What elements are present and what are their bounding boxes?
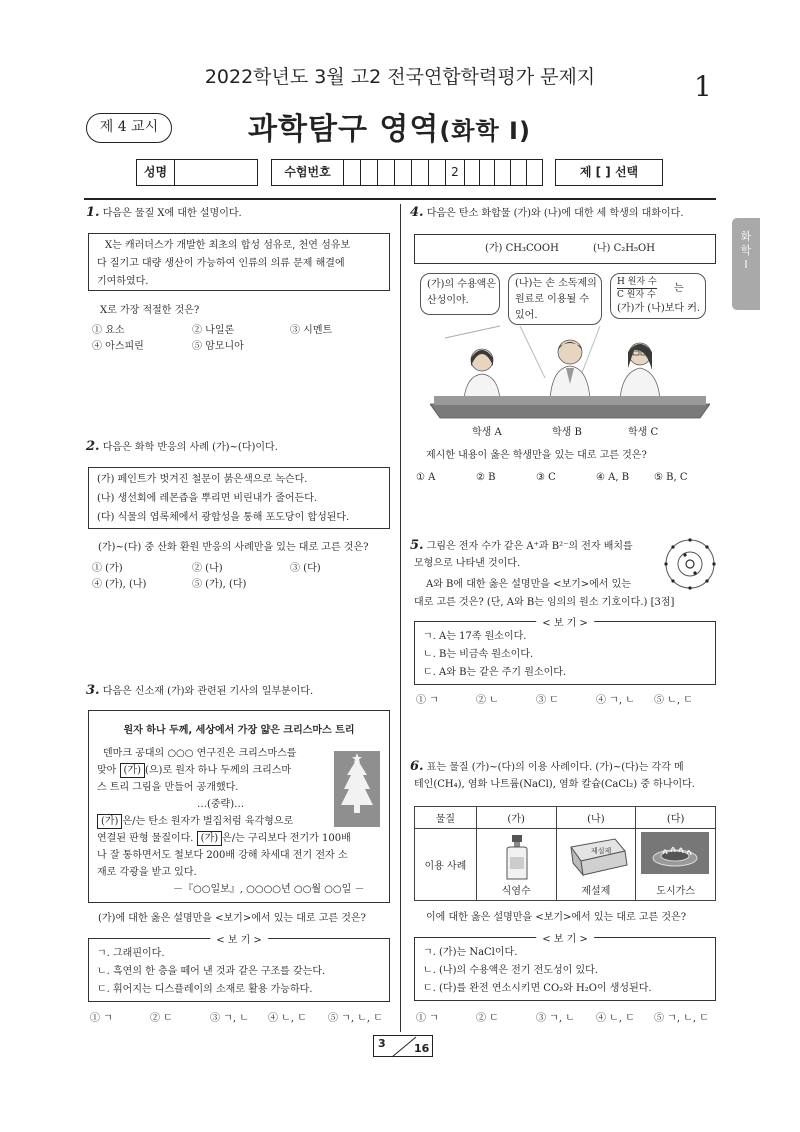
q3-option-4[interactable]: ④ ㄴ, ㄷ [268, 1013, 307, 1024]
q1-stem-text: 다음은 물질 X에 대한 설명이다. [102, 208, 242, 219]
student-a-figure [464, 349, 500, 400]
bag-label: 제설제 [590, 847, 611, 855]
q6-header-cell: (나) [556, 807, 636, 829]
q3-ga-box: (가) [120, 763, 145, 778]
q5-option-3[interactable]: ③ ㄷ [536, 695, 559, 706]
q3-article-line: 재로 각광을 받고 있다. [97, 867, 197, 878]
q2-cases-box [88, 467, 390, 529]
q6-bogi-item: ㄴ. (나)의 수용액은 전기 전도성이 있다. [423, 965, 598, 976]
q4-bubble-line: (가)가 (나)보다 커. [617, 303, 701, 314]
q4-fraction [617, 276, 657, 301]
q2-question: (가)~(다) 중 산화 환원 반응의 사례만을 있는 대로 고른 것은? [98, 542, 369, 553]
q2-case: (가) 페인트가 벗겨진 철문이 붉은색으로 녹슨다. [97, 474, 308, 485]
q4-bubble-line: 원료로 이용될 수 [515, 294, 589, 305]
deicer-bag-icon [565, 833, 629, 879]
q6-bogi-box [414, 934, 716, 1001]
q4-bubble-line: (가)의 수용액은 [427, 279, 496, 290]
q4-fraction-den: C 원자 수 [617, 290, 656, 300]
q4-fraction-num: H 원자 수 [617, 277, 657, 287]
q4-bubble-line: 있어. [515, 310, 538, 321]
q6-option-5[interactable]: ⑤ ㄱ, ㄴ, ㄷ [654, 1013, 709, 1024]
q4-question: 제시한 내용이 옳은 학생만을 있는 대로 고른 것은? [426, 450, 647, 461]
q1-option-2[interactable]: ② 나일론 [192, 325, 235, 336]
saline-bottle-icon [497, 833, 537, 883]
q3-article-title: 원자 하나 두께, 세상에서 가장 얇은 크리스마스 트리 [123, 725, 355, 736]
q6-option-1[interactable]: ① ㄱ [416, 1013, 439, 1024]
exam-number-cell [511, 160, 527, 185]
q4-compound-a: (가) CH₃COOH [485, 243, 559, 254]
q3-article-line-2 [97, 762, 291, 780]
exam-number-cell [361, 160, 378, 185]
q2-case: (다) 식물의 엽록체에서 광합성을 통해 포도당이 합성된다. [97, 512, 350, 523]
q3-article-text: 은/는 구리보다 전기가 100배 [222, 833, 351, 844]
q6-caption: 도시가스 [656, 886, 695, 897]
q2-option-5[interactable]: ⑤ (가), (다) [192, 579, 247, 590]
q3-option-3[interactable]: ③ ㄱ, ㄴ [210, 1013, 249, 1024]
subject-side-tab [732, 218, 760, 310]
q5-stem-1 [410, 537, 633, 556]
q1-box-line: 다 질기고 대량 생산이 가능하여 인류의 의류 문제 해결에 [97, 258, 345, 269]
q3-bogi-item: ㄱ. 그래핀이다. [97, 948, 165, 959]
q5-option-4[interactable]: ④ ㄱ, ㄴ [596, 695, 635, 706]
q5-number: 5. [410, 538, 424, 553]
q2-option-2[interactable]: ② (나) [192, 563, 223, 574]
page-total: 16 [414, 1042, 430, 1055]
q3-article-line: 스 트리 그림을 만들어 공개했다. [97, 782, 239, 793]
q6-stem-text: 표는 물질 (가)~(다)의 이용 사례이다. (가)~(다)는 각각 메 [426, 762, 684, 773]
side-tab-char: 학 [740, 244, 752, 257]
q3-bogi-box [88, 935, 390, 1002]
gas-burner-icon [641, 832, 709, 874]
q3-number: 3. [86, 683, 100, 698]
q6-bogi-title: < 보 기 > [536, 930, 594, 945]
column-divider [400, 204, 401, 1032]
q1-number: 1. [86, 205, 100, 220]
q6-image-cell-ga [476, 829, 556, 901]
q1-option-1[interactable]: ① 요소 [92, 325, 125, 336]
exam-number-cell [344, 160, 361, 185]
exam-number-cell [412, 160, 429, 185]
q4-compound-b: (나) C₂H₅OH [593, 243, 655, 254]
q6-number: 6. [410, 759, 424, 774]
q3-article-text: 은/는 탄소 원자가 벌집처럼 육각형으로 [122, 816, 294, 827]
q6-bogi-item: ㄱ. (가)는 NaCl이다. [423, 947, 518, 958]
q4-option-4[interactable]: ④ A, B [596, 472, 630, 483]
q1-info-box [88, 233, 390, 291]
christmas-tree-icon [334, 751, 380, 827]
q2-stem-text: 다음은 화학 반응의 사례 (가)~(다)이다. [102, 442, 278, 453]
page-number: 1 [694, 70, 712, 103]
q3-article-line-6 [97, 813, 293, 831]
subject-sub: (화학 Ⅰ) [439, 117, 531, 145]
q5-option-1[interactable]: ① ㄱ [416, 695, 439, 706]
selection-box: 제 [ ] 선택 [555, 159, 663, 186]
q2-stem [86, 438, 278, 457]
q6-image-cell-na [556, 829, 636, 901]
q1-option-3[interactable]: ③ 시멘트 [290, 325, 333, 336]
q6-stem-2: 테인(CH₄), 염화 나트륨(NaCl), 염화 칼슘(CaCl₂) 중 하나이다. [414, 779, 695, 790]
q1-option-5[interactable]: ⑤ 암모니아 [192, 341, 244, 352]
christmas-tree-image [334, 751, 380, 827]
q3-option-2[interactable]: ② ㄷ [150, 1013, 173, 1024]
q4-option-1[interactable]: ① A [416, 472, 436, 483]
q1-option-4[interactable]: ④ 아스피린 [92, 341, 144, 352]
q3-ga-box: (가) [97, 814, 122, 829]
q6-row-label: 이용 사례 [415, 829, 477, 901]
q5-stem-text: 그림은 전자 수가 같은 A⁺과 B²⁻의 전자 배치를 [426, 541, 633, 552]
q2-option-3[interactable]: ③ (다) [290, 563, 321, 574]
student-b-figure [550, 340, 590, 400]
q3-ga-box: (가) [197, 831, 222, 846]
q3-article-line: …(중략)… [197, 799, 245, 810]
q1-box-line: X는 캐러더스가 개발한 최초의 합성 섬유로, 천연 섬유보 [105, 240, 351, 251]
q3-article-line: 나 잘 통하면서도 철보다 200배 강해 차세대 전기 전자 소 [97, 850, 348, 861]
exam-number-cell [480, 160, 495, 185]
name-box [136, 159, 258, 186]
q3-bogi-item: ㄷ. 휘어지는 디스플레이의 소재로 활용 가능하다. [97, 984, 313, 995]
q3-stem-text: 다음은 신소재 (가)와 관련된 기사의 일부분이다. [102, 686, 314, 697]
q4-student-label: 학생 C [628, 427, 659, 438]
q3-option-1[interactable]: ① ㄱ [90, 1013, 113, 1024]
q3-bogi-title: < 보 기 > [210, 931, 268, 946]
q6-option-2[interactable]: ② ㄷ [476, 1013, 499, 1024]
q3-article-line-7 [97, 830, 351, 848]
q6-question: 이에 대한 옳은 설명만을 <보기>에서 있는 대로 고른 것은? [426, 912, 687, 923]
page-current: 3 [378, 1037, 386, 1050]
q6-header-cell: (가) [476, 807, 556, 829]
q5-option-5[interactable]: ⑤ ㄴ, ㄷ [654, 695, 693, 706]
q4-stem [410, 204, 684, 223]
q5-stem-4: 대로 고른 것은? (단, A와 B는 임의의 원소 기호이다.) [3점] [414, 597, 675, 608]
exam-number-cell [395, 160, 412, 185]
q3-article-line: 덴마크 공대의 ○○○ 연구진은 크리스마스를 [103, 748, 297, 759]
q6-bogi-item: ㄷ. (다)를 완전 연소시키면 CO₂와 H₂O이 생성된다. [423, 983, 652, 994]
q6-stem-1 [410, 758, 684, 777]
exam-title: 2022학년도 3월 고2 전국연합학력평가 문제지 [204, 66, 596, 88]
q4-student-label: 학생 B [552, 427, 582, 438]
q4-number: 4. [410, 205, 424, 220]
header-rule [84, 198, 716, 200]
exam-number-cell [429, 160, 446, 185]
q5-option-2[interactable]: ② ㄴ [476, 695, 499, 706]
q6-image-cell-da [636, 829, 716, 901]
q4-fraction-tail: 는 [674, 283, 684, 294]
q2-number: 2. [86, 439, 100, 454]
q3-stem [86, 682, 313, 701]
q4-option-2[interactable]: ② B [476, 472, 496, 483]
q6-caption: 제설제 [581, 886, 611, 897]
q5-bogi-item: ㄱ. A는 17족 원소이다. [423, 631, 527, 642]
subject-main: 과학탐구 영역 [248, 112, 440, 147]
q4-bubble-line: (나)는 손 소독제의 [515, 278, 597, 289]
q5-bogi-item: ㄷ. A와 B는 같은 주기 원소이다. [423, 667, 567, 678]
q4-student-label: 학생 A [472, 427, 502, 438]
q5-electron-model [664, 538, 716, 590]
q5-bogi-box [414, 618, 716, 685]
student-c-figure [620, 343, 660, 400]
q3-article-text: 연결된 판형 물질이다. [97, 833, 194, 844]
q4-option-5[interactable]: ⑤ B, C [654, 472, 688, 483]
side-tab-char: 화 [740, 230, 752, 243]
q5-bogi-item: ㄴ. B는 비금속 원소이다. [423, 649, 534, 660]
q3-question: (가)에 대한 옳은 설명만을 <보기>에서 있는 대로 고른 것은? [98, 913, 366, 924]
q4-option-3[interactable]: ③ C [536, 472, 556, 483]
q3-article-text: (으)로 원자 하나 두께의 크리스마 [144, 765, 292, 776]
exam-number-digit: 2 [446, 160, 465, 185]
q6-header-cell: 물질 [415, 807, 477, 829]
q3-option-5[interactable]: ⑤ ㄱ, ㄴ, ㄷ [328, 1013, 383, 1024]
q2-case: (나) 생선회에 레몬즙을 뿌리면 비린내가 줄어든다. [97, 493, 318, 504]
q6-option-3[interactable]: ③ ㄱ, ㄴ [536, 1013, 575, 1024]
q1-question: X로 가장 적절한 것은? [100, 305, 200, 316]
exam-number-label: 수험번호 [272, 160, 344, 185]
q5-stem-2: 모형으로 나타낸 것이다. [414, 558, 521, 569]
q4-classroom-illustration [430, 318, 710, 423]
q1-box-line: 기여하였다. [97, 276, 149, 287]
exam-number-cell [495, 160, 511, 185]
exam-number-cell [465, 160, 480, 185]
q3-article-box [88, 710, 390, 903]
q2-option-4[interactable]: ④ (가), (나) [92, 579, 147, 590]
q3-bogi-item: ㄴ. 흑연의 한 층을 떼어 낸 것과 같은 구조를 갖는다. [97, 966, 326, 977]
exam-number-cell [378, 160, 395, 185]
q4-stem-text: 다음은 탄소 화합물 (가)와 (나)에 대한 세 학생의 대화이다. [426, 208, 684, 219]
q4-bubble-a [420, 273, 500, 315]
q3-article-source: －『○○일보』, ○○○○년 ○○월 ○○일 － [173, 884, 365, 895]
q4-compound-box [414, 234, 716, 264]
name-label: 성명 [137, 160, 175, 185]
q6-option-4[interactable]: ④ ㄴ, ㄷ [596, 1013, 635, 1024]
side-tab-char: Ⅰ [744, 258, 748, 271]
q5-stem-3: A와 B에 대한 옳은 설명만을 <보기>에서 있는 [426, 579, 631, 590]
exam-number-box [271, 159, 543, 186]
q4-bubble-c [610, 273, 706, 319]
subject-title [248, 104, 531, 148]
q6-usage-table [414, 806, 716, 901]
q3-article-text: 맞아 [97, 765, 117, 776]
q5-bogi-title: < 보 기 > [536, 614, 594, 629]
gas-stove-photo [641, 832, 709, 874]
period-badge: 제 4 교시 [86, 113, 172, 143]
q6-caption: 식염수 [501, 886, 531, 897]
q1-stem [86, 204, 242, 223]
q2-option-1[interactable]: ① (가) [92, 563, 123, 574]
q4-bubble-line: 산성이야. [427, 295, 469, 306]
page-counter [373, 1035, 433, 1057]
q6-header-cell: (다) [636, 807, 716, 829]
